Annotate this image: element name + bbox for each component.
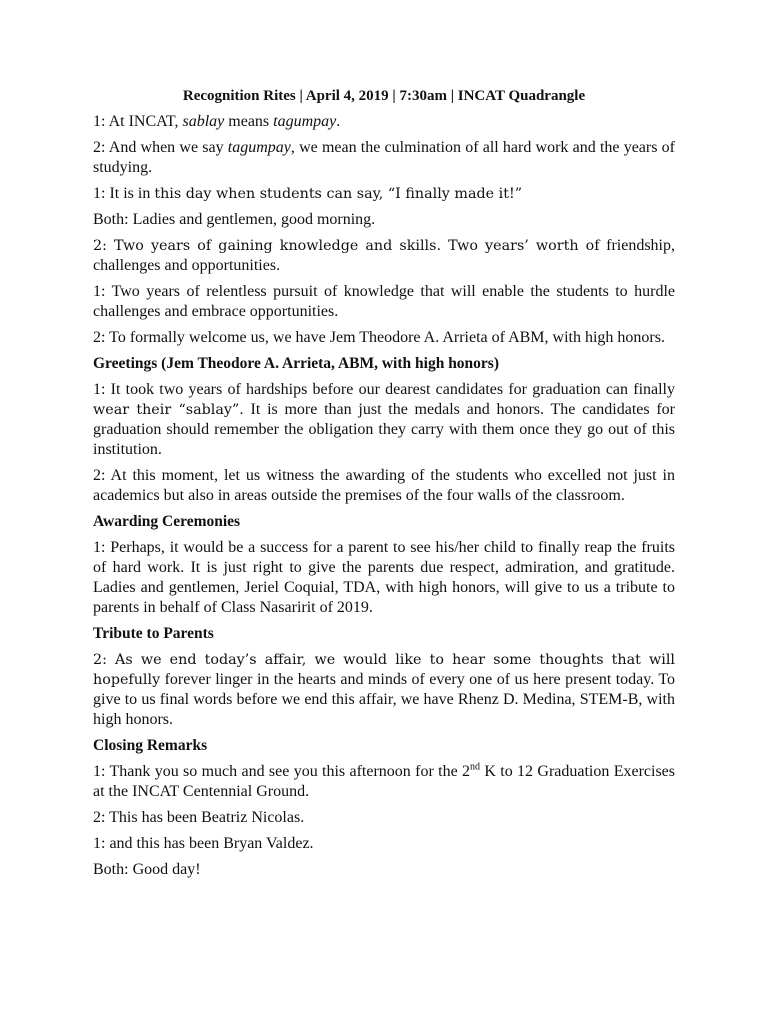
- section-heading-greetings: Greetings (Jem Theodore A. Arrieta, ABM, with high honors): [93, 355, 500, 372]
- superscript: nd: [470, 761, 481, 773]
- text-alt-font: 2: As we end today’s affair, we would like to hear some thoughts that will hopefully: [93, 652, 675, 688]
- line-10: 2: At this moment, let us witness the awarding of the students who excelled not just in academics but also in areas outside the premises of the four walls of the classroom.: [93, 467, 675, 504]
- section-heading-closing: Closing Remarks: [93, 737, 208, 754]
- line-1: [93, 112, 675, 132]
- text-alt-font: 2: Two years of gaining knowledge and skills. Two years’ worth of: [93, 238, 600, 254]
- text: forever linger in the hearts and minds of every one of us here present today. To give to us final words before we end this affair, we have Rhenz D. Medina, STEM-B, with high honors.: [93, 671, 675, 728]
- text: 1: At INCAT,: [93, 113, 183, 130]
- line-5: [93, 236, 675, 276]
- document-body: [93, 86, 675, 886]
- italic-term: tagumpay: [227, 139, 291, 156]
- line-4: Both: Ladies and gentlemen, good morning.: [93, 211, 376, 228]
- line-9: [93, 380, 675, 460]
- section-heading-tribute: Tribute to Parents: [93, 625, 214, 642]
- text: means: [224, 113, 274, 130]
- line-19: Both: Good day!: [93, 861, 201, 878]
- line-7: 2: To formally welcome us, we have Jem Theodore A. Arrieta of ABM, with high honors.: [93, 329, 665, 346]
- line-2: [93, 138, 675, 178]
- section-heading-awarding: Awarding Ceremonies: [93, 513, 241, 530]
- line-17: 2: This has been Beatriz Nicolas.: [93, 809, 305, 826]
- text: K to 12 Graduation Exercises at the INCAT Centennial Ground.: [93, 763, 676, 800]
- text: 1: It is in: [93, 185, 155, 202]
- italic-term: sablay: [182, 113, 225, 130]
- line-12: 1: Perhaps, it would be a success for a parent to see his/her child to finally reap the fruits of hard work. It is just right to give the parents due respect, admiration, and gratitude. Ladies and gentlemen, Jeriel Coquial, TDA, with high honors, will give to us a tribute to parents in behalf of Class Nasaririt of 2019.: [93, 539, 675, 616]
- text: It is more than just the medals and honors. The candidates for graduation should remember the obligation they carry with them once they go out of this institution.: [93, 401, 675, 458]
- text: 1: Thank you so much and see you this afternoon for the 2: [93, 763, 471, 780]
- text-alt-font: wear their “sablay”.: [93, 402, 244, 418]
- text: 2: And when we say: [93, 139, 228, 156]
- text: .: [336, 113, 341, 130]
- line-16: [93, 762, 675, 802]
- text: 1: It took two years of hardships before our dearest candidates for graduation can finally: [93, 381, 675, 398]
- line-3: [93, 184, 675, 204]
- page-title: Recognition Rites | April 4, 2019 | 7:30am | INCAT Quadrangle: [182, 88, 586, 104]
- text: friendship, challenges and opportunities.: [93, 237, 675, 274]
- line-18: 1: and this has been Bryan Valdez.: [93, 835, 314, 852]
- text: , we mean the culmination of all hard work and the years of studying.: [93, 139, 675, 176]
- italic-term: tagumpay: [273, 113, 337, 130]
- line-14: [93, 650, 675, 730]
- line-6: 1: Two years of relentless pursuit of knowledge that will enable the students to hurdle challenges and embrace opportunities.: [93, 283, 675, 320]
- text-alt-font: this day when students can say, “I finally made it!”: [154, 186, 522, 202]
